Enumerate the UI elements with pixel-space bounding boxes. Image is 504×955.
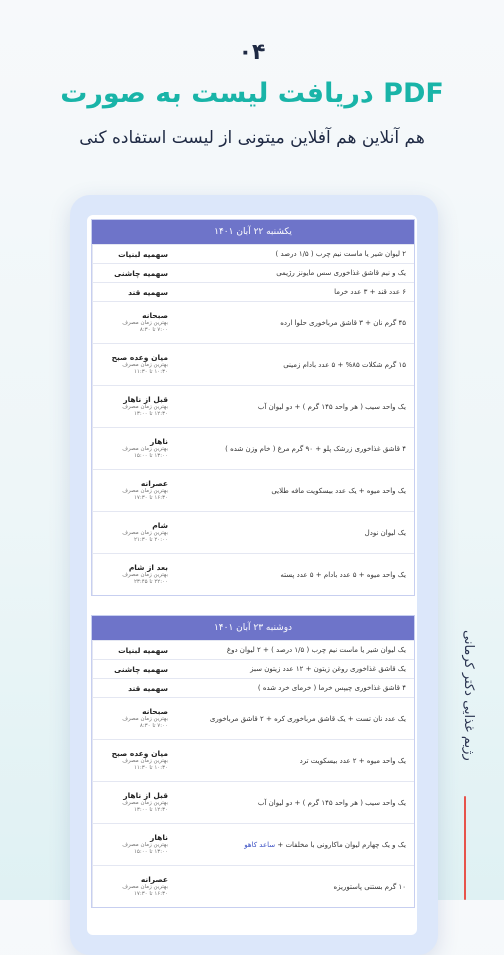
meal-text: یک عدد نان تست + یک قاشق مرباخوری کره + ۲ قاشق مرباخوری [209,714,406,723]
meal-label-cell [92,641,174,659]
meal-time-caption: بهترین زمان مصرف [122,572,168,578]
meal-text: یک و یک چهارم لیوان ماکارونی با مخلفات + ساعد کاهو [244,840,406,849]
meal-text: یک واحد میوه + یک عدد بیسکویت مافه طلایی [271,486,406,495]
meal-row [92,385,414,427]
meal-time-range: ۱۰:۳۰ تا ۱۱:۳۰ [133,765,168,771]
meal-text: ۴ قاشق غذاخوری چیپس خرما ( خرمای خرد شده ) [257,684,406,692]
meal-label: ناهار [150,437,168,446]
meal-label-cell [92,679,174,697]
meal-text: یک واحد سیب ( هر واحد ۱۴۵ گرم ) + دو لیوان آب [257,798,406,807]
step-number: ۰۴ [238,40,266,65]
meal-row [92,553,414,595]
day-header: یکشنبه ۲۲ آبان ۱۴۰۱ [92,220,414,244]
meal-label: سهمیه لبنیات [118,249,168,259]
meal-text: یک لیوان شیر یا ماست نیم چرب ( ۱/۵ درصد ) + ۲ لیوان دوغ [226,646,406,654]
meal-text: ۱۵ گرم شکلات ۸۵% + ۵ عدد بادام زمینی [283,360,406,369]
meal-label: بعد از شام [128,563,168,572]
brand-accent-line [464,796,466,900]
meal-time-range: ۱۲:۳۰ تا ۱۳:۰۰ [133,411,168,417]
pdf-preview-screen[interactable] [87,215,417,935]
meal-label: سهمیه قند [128,287,168,297]
meal-label: ناهار [150,833,168,842]
meal-time-range: ۷:۰۰ تا ۸:۳۰ [139,327,168,333]
meal-label: میان وعده صبح [111,353,168,362]
phone-mockup [70,195,438,955]
meal-label-cell [92,386,174,427]
meal-text: یک واحد میوه + ۲ عدد بیسکویت ترد [299,756,406,765]
meal-text: ۲ لیوان شیر یا ماست نیم چرب ( ۱/۵ درصد ) [275,250,406,258]
meal-time-range: ۷:۰۰ تا ۸:۳۰ [139,723,168,729]
meal-time-range: ۱۲:۳۰ تا ۱۳:۰۰ [133,807,168,813]
meal-label-cell [92,283,174,301]
meal-label: صبحانه [142,707,168,716]
meal-row [92,469,414,511]
day-card [91,615,415,908]
meal-row [92,640,414,659]
meal-text: یک و نیم قاشق غذاخوری سس مایونز رژیمی [276,269,406,277]
meal-time-caption: بهترین زمان مصرف [122,530,168,536]
brand-vertical-text: رژیم غذایی دکتر کرمانی [461,629,476,761]
meal-text: ۴ قاشق غذاخوری زرشک پلو + ۹۰ گرم مرغ ( خام وزن شده ) [225,444,406,453]
meal-label-cell [92,344,174,385]
meal-label-cell [92,512,174,553]
meal-label-cell [92,302,174,343]
meal-time-caption: بهترین زمان مصرف [122,320,168,326]
meal-text: ۱۰ گرم بستنی پاستوریزه [333,882,406,891]
meal-time-range: ۲۰:۰۰ تا ۲۱:۳۰ [133,537,168,543]
meal-row [92,823,414,865]
meal-row [92,865,414,907]
meal-row [92,511,414,553]
meal-time-range: ۲۲:۰۰ تا ۲۳:۴۵ [133,579,168,585]
meal-text: یک واحد سیب ( هر واحد ۱۴۵ گرم ) + دو لیوان آب [257,402,406,411]
meal-time-caption: بهترین زمان مصرف [122,758,168,764]
meal-label-cell [92,698,174,739]
meal-row [92,781,414,823]
meal-label: شام [152,521,168,530]
meal-label: میان وعده صبح [111,749,168,758]
meal-time-caption: بهترین زمان مصرف [122,884,168,890]
meal-label-cell [92,740,174,781]
meal-label-cell [92,866,174,907]
meal-label: عصرانه [140,875,168,884]
meal-row [92,282,414,301]
meal-link[interactable]: ساعد کاهو [244,840,276,849]
meal-row [92,263,414,282]
meal-row [92,678,414,697]
meal-label-cell [92,660,174,678]
meal-row [92,244,414,263]
meal-row [92,697,414,739]
meal-label-cell [92,782,174,823]
headline: دریافت لیست به صورت PDF [60,78,444,109]
meal-row [92,343,414,385]
meal-text: ۴۵ گرم نان + ۳ قاشق مرباخوری حلوا ارده [280,318,406,327]
meal-label: سهمیه قند [128,683,168,693]
meal-time-caption: بهترین زمان مصرف [122,446,168,452]
meal-time-caption: بهترین زمان مصرف [122,488,168,494]
meal-row [92,427,414,469]
meal-time-caption: بهترین زمان مصرف [122,842,168,848]
meal-row [92,301,414,343]
meal-time-caption: بهترین زمان مصرف [122,800,168,806]
meal-time-range: ۱۳:۰۰ تا ۱۵:۰۰ [133,849,168,855]
meal-time-range: ۱۶:۳۰ تا ۱۷:۳۰ [133,495,168,501]
meal-label-cell [92,554,174,595]
meal-label: سهمیه لبنیات [118,645,168,655]
meal-text: یک واحد میوه + ۵ عدد بادام + ۵ عدد پسته [280,570,406,579]
meal-time-range: ۱۶:۳۰ تا ۱۷:۳۰ [133,891,168,897]
meal-time-caption: بهترین زمان مصرف [122,362,168,368]
day-card [91,219,415,596]
subtitle: هم آنلاین هم آفلاین میتونی از لیست استفاده کنی [79,128,425,148]
day-header: دوشنبه ۲۳ آبان ۱۴۰۱ [92,616,414,640]
meal-label-cell [92,245,174,263]
meal-label: قبل از ناهار [123,791,168,800]
meal-label-cell [92,824,174,865]
meal-text: ۶ عدد قند + ۳ عدد خرما [334,288,406,296]
meal-time-caption: بهترین زمان مصرف [122,404,168,410]
meal-time-range: ۱۰:۳۰ تا ۱۱:۳۰ [133,369,168,375]
meal-label: سهمیه چاشنی [114,664,168,674]
meal-label: صبحانه [142,311,168,320]
meal-label-cell [92,428,174,469]
meal-text: یک قاشق غذاخوری روغن زیتون + ۱۲ عدد زیتون سبز [250,665,406,673]
meal-label: قبل از ناهار [123,395,168,404]
meal-time-range: ۱۳:۰۰ تا ۱۵:۰۰ [133,453,168,459]
meal-label-cell [92,264,174,282]
meal-label: عصرانه [140,479,168,488]
meal-row [92,659,414,678]
meal-label: سهمیه چاشنی [114,268,168,278]
meal-text: یک لیوان نودل [364,528,406,537]
meal-label-cell [92,470,174,511]
meal-row [92,739,414,781]
meal-time-caption: بهترین زمان مصرف [122,716,168,722]
